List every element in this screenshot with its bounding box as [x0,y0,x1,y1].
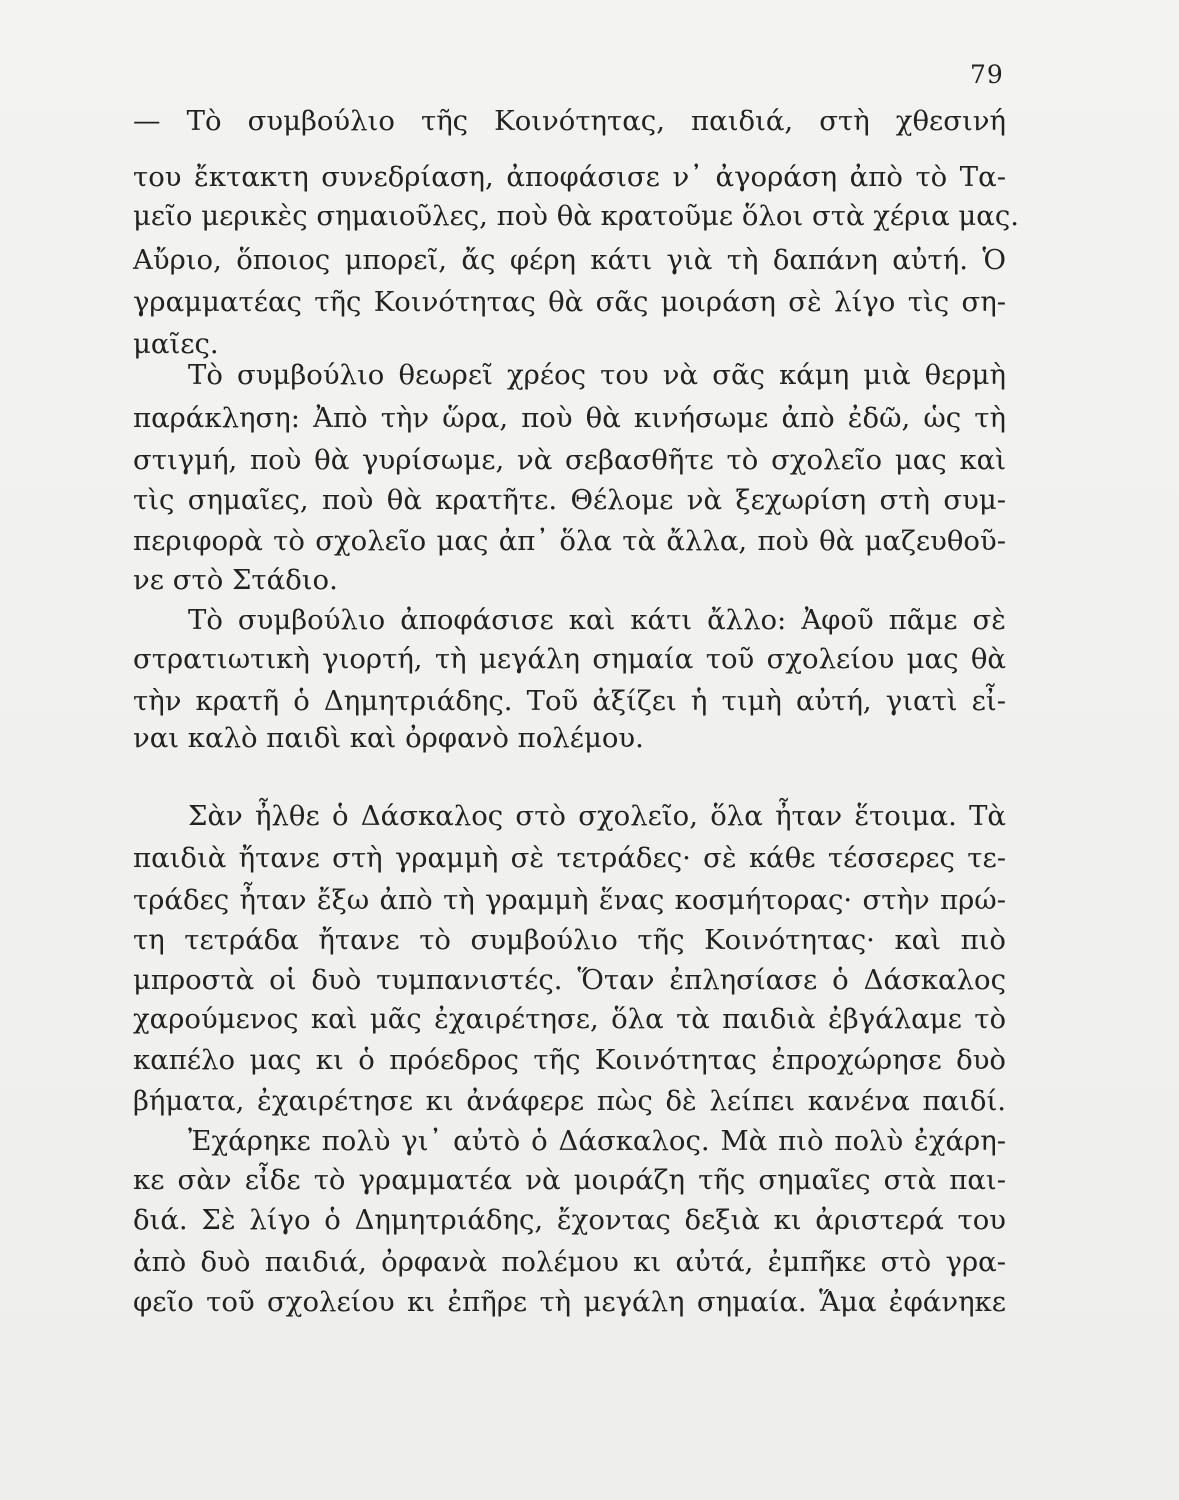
text-line: χαρούμενος καὶ μᾶς ἐχαιρέτησε, ὅλα τὰ παιδιὰ ἐβγάλαμε τὸ [133,1003,1006,1035]
text-line: Τὸ συμβούλιο θεωρεῖ χρέος του νὰ σᾶς κάμη μιὰ θερμὴ [188,359,1006,391]
text-line: του ἔκτακτη συνεδρίαση, ἀποφάσισε ν᾽ ἀγοράση ἀπὸ τὸ Τα- [133,161,1006,193]
text-line: φεῖο τοῦ σχολείου κι ἐπῆρε τὴ μεγάλη σημαία. Ἅμα ἐφάνηκε [133,1286,1006,1318]
page-number: 79 [970,60,1004,89]
text-line: τὶς σημαῖες, ποὺ θὰ κρατῆτε. Θέλομε νὰ ξεχωρίση στὴ συμ- [133,484,1006,516]
text-line: στρατιωτικὴ γιορτή, τὴ μεγάλη σημαία τοῦ σχολείου μας θὰ [133,643,1006,675]
text-line: γραμματέας τῆς Κοινότητας θὰ σᾶς μοιράση σὲ λίγο τὶς ση- [133,286,1006,318]
text-line: μπροστὰ οἱ δυὸ τυμπανιστές. Ὅταν ἐπλησίασε ὁ Δάσκαλος [133,964,1006,996]
text-line: Σὰν ἦλθε ὁ Δάσκαλος στὸ σχολεῖο, ὅλα ἦταν ἕτοιμα. Τὰ [188,800,1006,832]
text-line: Αὔριο, ὅποιος μπορεῖ, ἄς φέρη κάτι γιὰ τὴ δαπάνη αὐτή. Ὁ [133,244,1006,276]
text-line: νε στὸ Στάδιο. [133,564,338,596]
text-line: βήματα, ἐχαιρέτησε κι ἀνάφερε πὼς δὲ λείπει κανένα παιδί. [133,1085,1006,1117]
text-line: — Τὸ συμβούλιο τῆς Κοινότητας, παιδιά, στὴ χθεσινή [133,105,1006,137]
text-line: μαῖες. [133,328,219,360]
text-line: διά. Σὲ λίγο ὁ Δημητριάδης, ἔχοντας δεξιὰ κι ἀριστερά του [133,1204,1006,1236]
text-line: Τὸ συμβούλιο ἀποφάσισε καὶ κάτι ἄλλο: Ἀφοῦ πᾶμε σὲ [188,604,1006,636]
text-line: καπέλο μας κι ὁ πρόεδρος τῆς Κοινότητας ἐπροχώρησε δυὸ [133,1044,1006,1076]
text-line: ναι καλὸ παιδὶ καὶ ὀρφανὸ πολέμου. [133,722,644,754]
text-line: τράδες ἦταν ἔξω ἀπὸ τὴ γραμμὴ ἕνας κοσμήτορας· στὴν πρώ- [133,884,1006,916]
text-line: κε σὰν εἶδε τὸ γραμματέα νὰ μοιράζη τῆς σημαῖες στὰ παι- [133,1164,1006,1196]
text-line: τη τετράδα ἤτανε τὸ συμβούλιο τῆς Κοινότητας· καὶ πιὸ [133,924,1006,956]
text-line: παράκληση: Ἀπὸ τὴν ὥρα, ποὺ θὰ κινήσωμε ἀπὸ ἐδῶ, ὡς τὴ [133,402,1006,434]
text-line: στιγμή, ποὺ θὰ γυρίσωμε, νὰ σεβασθῆτε τὸ σχολεῖο μας καὶ [133,444,1006,476]
text-line: ἀπὸ δυὸ παιδιά, ὀρφανὰ πολέμου κι αὐτά, ἐμπῆκε στὸ γρα- [133,1246,1006,1278]
text-line: Ἐχάρηκε πολὺ γι᾽ αὐτὸ ὁ Δάσκαλος. Μὰ πιὸ πολὺ ἐχάρη- [188,1125,1006,1157]
text-line: παιδιὰ ἤτανε στὴ γραμμὴ σὲ τετράδες· σὲ κάθε τέσσερες τε- [133,842,1006,874]
text-line: περιφορὰ τὸ σχολεῖο μας ἀπ᾽ ὅλα τὰ ἄλλα, ποὺ θὰ μαζευθοῦ- [133,525,1006,557]
text-line: τὴν κρατῆ ὁ Δημητριάδης. Τοῦ ἀξίζει ἡ τιμὴ αὐτή, γιατὶ εἶ- [133,685,1006,717]
text-line: μεῖο μερικὲς σημαιοῦλες, ποὺ θὰ κρατοῦμε ὅλοι στὰ χέρια μας. [133,200,1020,232]
